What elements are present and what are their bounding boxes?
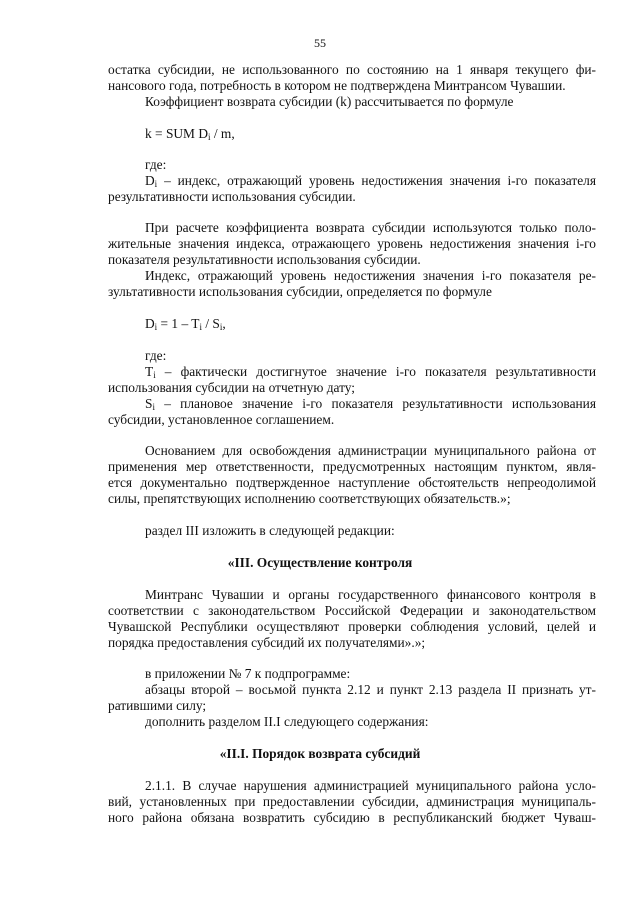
text-line: результативности использования субсидии. xyxy=(108,189,356,204)
text-line: субсидии, установленное соглашением. xyxy=(108,412,335,427)
text-line: в приложении № 7 к подпрограмме: xyxy=(145,666,351,681)
text-line: жительные значения индекса, отражающего уровень недостижения значения i-го xyxy=(108,236,596,251)
text-line: использования субсидии на отчетную дату; xyxy=(108,380,356,395)
text-line: Индекс, отражающий уровень недостижения значения i-го показателя ре- xyxy=(145,268,596,283)
text-line: силы, препятствующих исполнению соответствующих обязательств.»; xyxy=(108,491,511,506)
text-line: раздел III изложить в следующей редакции: xyxy=(145,523,395,538)
text-line: ется документально подтвержденное наступление обстоятельств непреодолимой xyxy=(108,475,596,490)
formula-k: k = SUM $D_i$ / m, xyxy=(145,126,235,142)
definition-ti: $T_i$ – фактически достигнутое значение i-го показателя результативности xyxy=(145,364,596,380)
definition-di: $D_i$ – индекс, отражающий уровень недостижения значения i-го показателя xyxy=(145,173,596,189)
page-number: 55 xyxy=(314,36,326,50)
text-line: показателя результативности использования субсидии. xyxy=(108,252,421,267)
text-line: Минтранс Чувашии и органы государственного финансового контроля в xyxy=(145,587,596,602)
text-line: При расчете коэффициента возврата субсидии используются только поло- xyxy=(145,220,596,235)
text-line: применения мер ответственности, предусмотренных настоящим пунктом, явля- xyxy=(108,459,596,474)
section-heading: «II.I. Порядок возврата субсидий xyxy=(219,746,421,761)
text-line: абзацы второй – восьмой пункта 2.12 и пункт 2.13 раздела II признать ут- xyxy=(145,682,596,697)
text-line: Чувашской Республики осуществляют проверки соблюдения условий, целей и xyxy=(108,619,596,634)
section-heading: «III. Осуществление контроля xyxy=(227,555,413,570)
text-line: порядка предоставления субсидий их получателями».»; xyxy=(108,635,426,650)
text-line: ратившими силу; xyxy=(108,698,207,713)
text-line: вий, установленных при предоставлении субсидии, администрация муниципаль- xyxy=(108,794,596,809)
text-line: дополнить разделом II.I следующего содержания: xyxy=(145,714,429,729)
text-line: 2.1.1. В случае нарушения администрацией муниципального района усло- xyxy=(145,778,596,793)
text-line: остатка субсидии, не использованного по состоянию на 1 января текущего фи- xyxy=(108,62,596,77)
text-line: где: xyxy=(145,348,167,363)
text-line: где: xyxy=(145,157,167,172)
formula-di: $D_i = 1 - T_i / S_i$, xyxy=(145,316,226,332)
text-line: Коэффициент возврата субсидии (k) рассчитывается по формуле xyxy=(145,94,514,109)
text-line: соответствии с законодательством Российской Федерации и законодательством xyxy=(108,603,596,618)
text-line: ного района обязана возвратить субсидию в республиканский бюджет Чуваш- xyxy=(108,810,596,825)
text-line: нансового года, потребность в котором не подтверждена Минтрансом Чувашии. xyxy=(108,78,566,93)
definition-si: $S_i$ – плановое значение i-го показателя результативности использования xyxy=(145,396,596,412)
text-line: Основанием для освобождения администрации муниципального района от xyxy=(145,443,596,458)
text-line: зультативности использования субсидии, определяется по формуле xyxy=(108,284,492,299)
